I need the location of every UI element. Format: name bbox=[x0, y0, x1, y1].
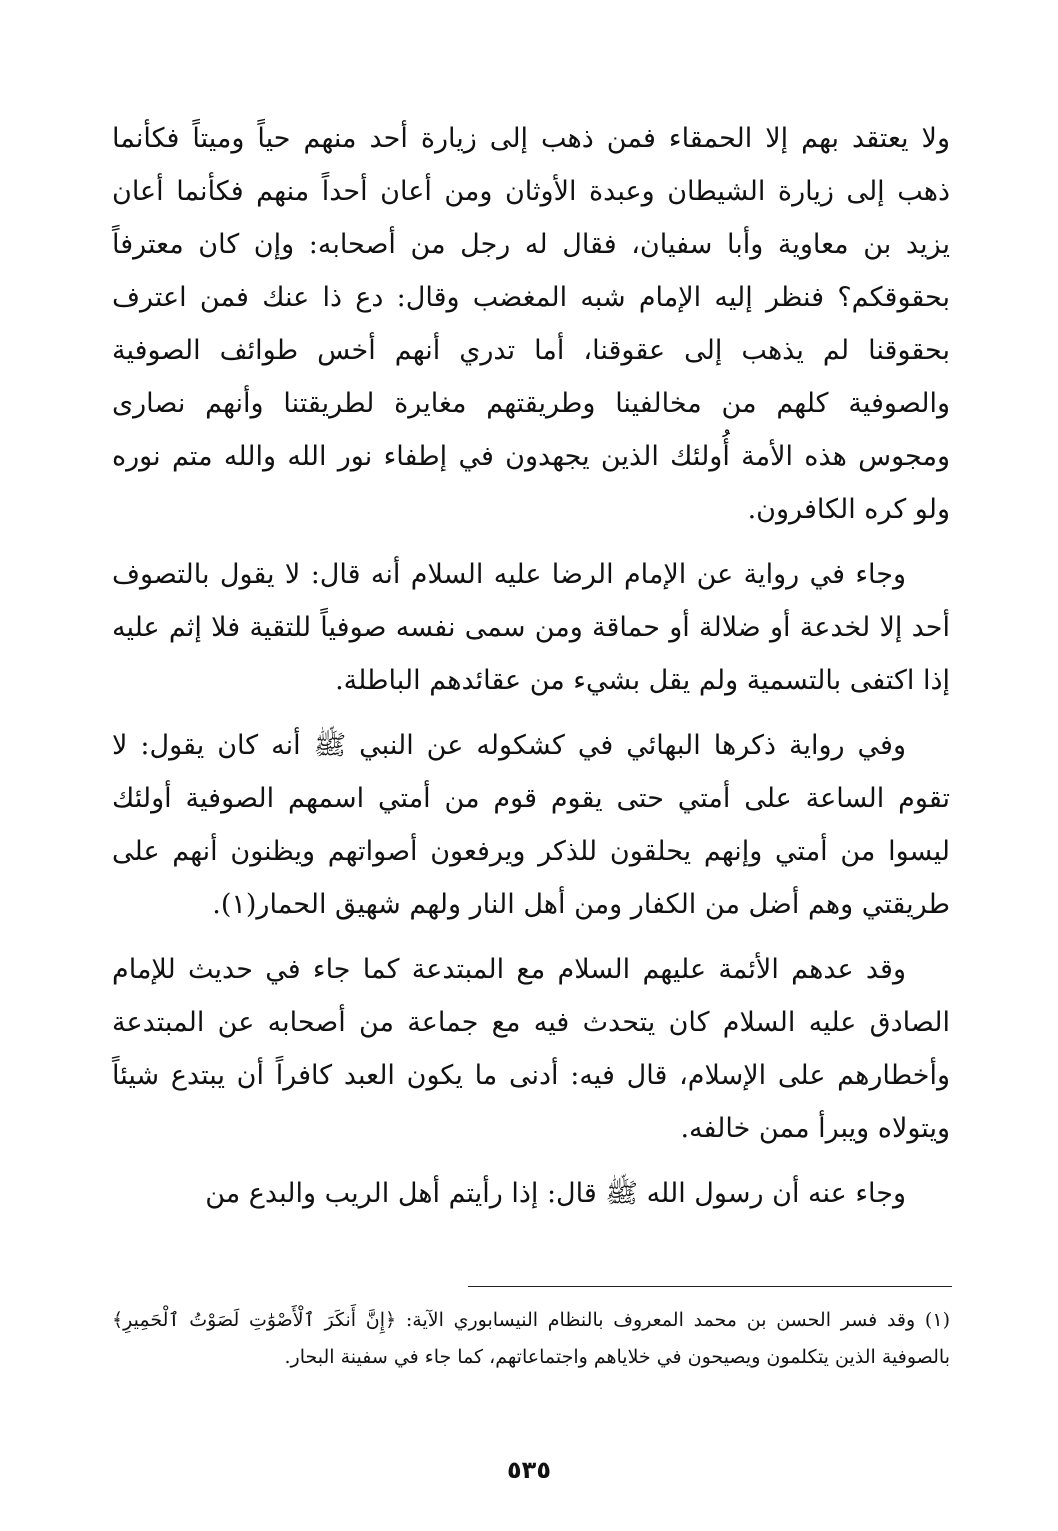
page-number: ٥٣٥ bbox=[507, 1456, 551, 1484]
paragraph-1: ولا يعتقد بهم إلا الحمقاء فمن ذهب إلى زيارة أحد منهم حياً وميتاً فكأنما ذهب إلى زيارة الشيطان وعبدة الأوثان ومن أعان أحداً منهم فكأنما أعان يزيد بن معاوية وأبا سفيان، فقال له رجل من أصحابه: وإن كان معترفاً بحقوقكم؟ فنظر إليه الإمام شبه المغضب وقال: دع ذا عنك فمن اعترف بحقوقنا لم يذهب إلى عقوقنا، أما تدري أنهم أخس طوائف الصوفية والصوفية كلهم من مخالفينا وطريقتهم مغايرة لطريقتنا وأنهم نصارى ومجوس هذه الأمة أُولئك الذين يجهدون في إطفاء نور الله والله متم نوره ولو كره الكافرون. bbox=[112, 123, 950, 525]
footnote-1-text: (١) وقد فسر الحسن بن محمد المعروف بالنظام النيسابوري الآية: ﴿إِنَّ أَنكَرَ ٱلْأَصْوَٰتِ لَصَوْتُ ٱلْحَمِيرِ﴾ بالصوفية الذين يتكلمون ويصيحون في خلاياهم واجتماعاتهم، كما جاء في سفينة البحار. bbox=[112, 1309, 950, 1368]
footnote-1 bbox=[112, 1302, 950, 1376]
footnotes bbox=[112, 1302, 950, 1376]
footnote-divider bbox=[468, 1286, 952, 1287]
paragraph-5: وجاء عنه أن رسول الله ﷺ قال: إذا رأيتم أهل الريب والبدع من bbox=[205, 1178, 906, 1209]
paragraph-2: وجاء في رواية عن الإمام الرضا عليه السلام أنه قال: لا يقول بالتصوف أحد إلا لخدعة أو ضلالة أو حماقة ومن سمى نفسه صوفياً للتقية فلا إثم عليه إذا اكتفى بالتسمية ولم يقل بشيء من عقائدهم الباطلة. bbox=[112, 559, 950, 696]
main-text bbox=[112, 112, 950, 1220]
paragraph-4: وقد عدهم الأئمة عليهم السلام مع المبتدعة كما جاء في حديث للإمام الصادق عليه السلام كان يتحدث فيه مع جماعة من أصحابه عن المبتدعة وأخطارهم على الإسلام، قال فيه: أدنى ما يكون العبد كافراً أن يبتدع شيئاً ويتولاه ويبرأ ممن خالفه. bbox=[112, 954, 950, 1144]
paragraph-3: وفي رواية ذكرها البهائي في كشكوله عن النبي ﷺ أنه كان يقول: لا تقوم الساعة على أمتي حتى يقوم قوم من أمتي اسمهم الصوفية أولئك ليسوا من أمتي وإنهم يحلقون للذكر ويرفعون أصواتهم ويظنون أنهم على طريقتي وهم أضل من الكفار ومن أهل النار ولهم شهيق الحمار(١). bbox=[112, 730, 950, 920]
